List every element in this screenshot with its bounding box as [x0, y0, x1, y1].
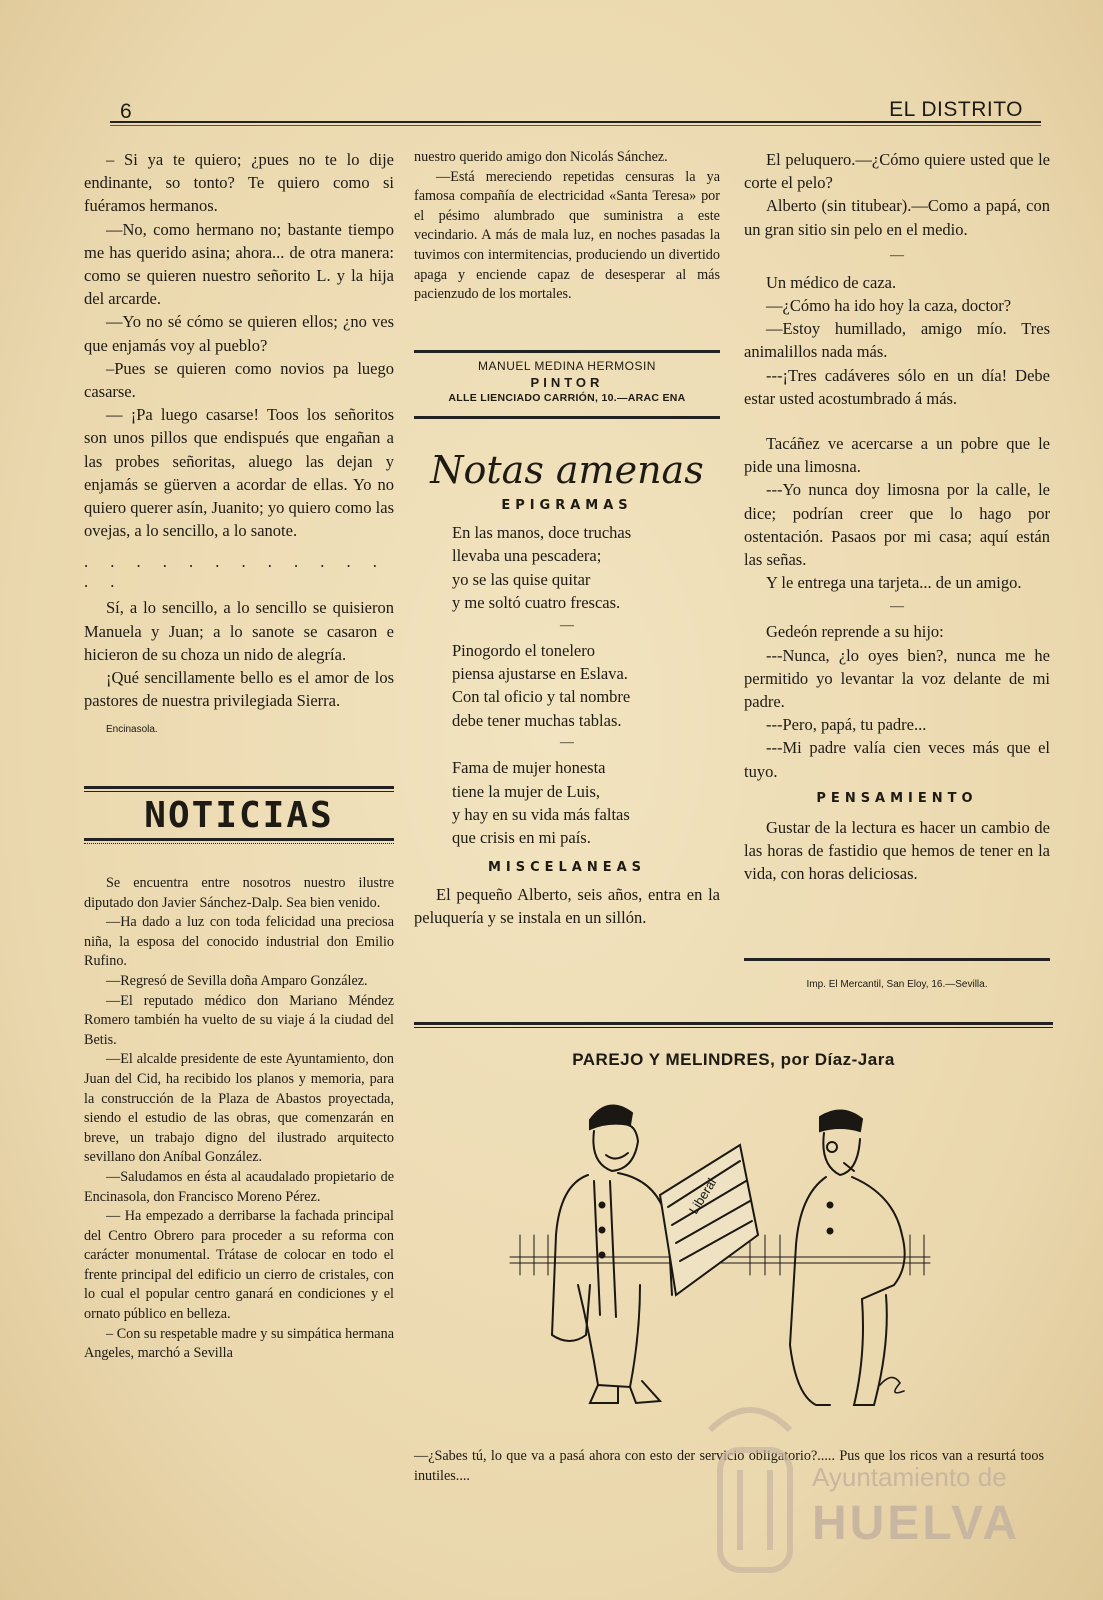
newspaper-title: EL DISTRITO — [889, 98, 1023, 121]
separator: — — [560, 735, 574, 751]
news-item: nuestro querido amigo don Nicolás Sánchez. — [414, 149, 668, 165]
miscelaneas-heading: MISCELANEAS — [487, 859, 647, 875]
verse-line: llevaba una pescadera; — [452, 546, 602, 566]
joke-line: El peluquero.—¿Cómo quiere usted que le corte el pelo? — [744, 150, 1050, 193]
joke-line: —¿Cómo ha ido hoy la caza, doctor? — [766, 296, 1012, 316]
news-item: —Saludamos en ésta al acaudalado propietario de Encinasola, don Francisco Moreno Pérez. — [84, 1168, 394, 1205]
joke-line: —Estoy humillado, amigo mío. Tres animalillos nada más. — [744, 319, 1050, 362]
rule — [84, 791, 394, 792]
verse-line: y hay en su vida más faltas — [452, 805, 630, 825]
verse-line: que crisis en mi país. — [452, 828, 591, 848]
joke-line: Tacáñez ve acercarse a un pobre que le pide una limosna. — [744, 434, 1050, 477]
ad-trade: PINTOR — [530, 375, 604, 390]
pensamiento-text: Gustar de la lectura es hacer un cambio de las horas de fastidio que hemos de tener en la vida, con horas deliciosas. — [744, 817, 1050, 884]
rule — [744, 958, 1050, 961]
noticias-list — [84, 874, 394, 1364]
noticias-header — [84, 786, 394, 844]
rule — [414, 1027, 1053, 1028]
news-item: Se encuentra entre nosotros nuestro ilustre diputado don Javier Sánchez-Dalp. Sea bien venido. — [84, 875, 394, 911]
joke-line: ---Yo nunca doy limosna por la calle, le dice; podrían creer que lo hago por ostentación. Pasaos por mi casa; aquí están las señas. — [744, 480, 1050, 570]
ad-name: MANUEL MEDINA HERMOSIN — [478, 359, 656, 373]
story-paragraph: Sí, a lo sencillo, a lo sencillo se quisieron Manuela y Juan; a lo sanote se casaron e hicieron de su choza un nido de alegría. — [84, 598, 394, 664]
cartoon-illustration — [490, 1085, 960, 1415]
story-paragraph: –Pues se quieren como novios pa luego casarse. — [84, 358, 394, 402]
notas-amenas-section — [414, 448, 720, 929]
verse-line: Pinogordo el tonelero — [452, 640, 595, 660]
rule — [84, 843, 394, 844]
joke-line: ---¡Tres cadáveres sólo en un día! Debe estar usted acostumbrado á más. — [744, 365, 1050, 408]
cartoon-caption: —¿Sabes tú, lo que va a pasá ahora con esto der servicio obligatorio?..... Pus que los ricos van a resurtá toos inutiles.... — [414, 1448, 1044, 1484]
verse-line: piensa ajustarse en Eslava. — [452, 664, 628, 684]
separator: — — [560, 617, 574, 633]
column-right — [744, 148, 1050, 885]
news-item: —Está mereciendo repetidas censuras la ya famosa compañía de electricidad «Santa Teresa» por el pésimo alumbrado que suministra a este vecindario. A más de mala luz, en noches pasadas la tuvimos con intermitencias, produciendo un divertido apaga y enciende capaz de desesperar al más pacienzudo de los mortales. — [414, 168, 720, 303]
imprint-block — [744, 958, 1050, 990]
verse-line: En las manos, doce truchas — [452, 523, 632, 542]
misc-paragraph: El pequeño Alberto, seis años, entra en la peluquería y se instala en un sillón. — [414, 884, 720, 928]
epigram — [414, 521, 720, 615]
separator: — — [890, 599, 904, 615]
cartoon-rule — [414, 1022, 1053, 1028]
dotted-separator: . . . . . . . . . . . . . . — [84, 552, 386, 592]
joke-line: ---Mi padre valía cien veces más que el tuyo. — [744, 738, 1050, 781]
column-story — [84, 148, 394, 735]
rule — [414, 1022, 1053, 1025]
joke-line: Y le entrega una tarjeta... de un amigo. — [766, 573, 1022, 593]
news-item: —Regresó de Sevilla doña Amparo González. — [106, 972, 368, 989]
joke-line: ---Pero, papá, tu padre... — [766, 715, 927, 735]
epigram — [414, 639, 720, 733]
news-item: —Ha dado a luz con toda felicidad una preciosa niña, la esposa del conocido industrial don Emilio Rufino. — [84, 914, 394, 970]
pensamiento-heading: PENSAMIENTO — [816, 790, 978, 806]
verse-line: debe tener muchas tablas. — [452, 710, 622, 730]
news-item: – Con su respetable madre y su simpática hermana Angeles, marchó a Sevilla — [84, 1325, 394, 1362]
news-item: —El alcalde presidente de este Ayuntamiento, don Juan del Cid, ha recibido los planos y memoria, para la construcción de la Plaza de Abastos proyectada, siendo el estudio de las obras, que comenzarán en breve, un trabajo digno del ilustrado arquitecto sevillano don Aníbal González. — [84, 1051, 394, 1166]
rule — [414, 350, 720, 353]
epigramas-heading: EPIGRAMAS — [501, 498, 633, 513]
joke-line: Alberto (sin titubear).—Como a papá, con un gran sitio sin pelo en el medio. — [744, 196, 1050, 239]
rule — [414, 416, 720, 419]
news-item: — Ha empezado a derribarse la fachada principal del Centro Obrero para proceder a su reforma con carácter monumental. Trátase de colocar en todo el frente principal del edificio un cierro de cristales, con lo cual el popular centro ganará en condiciones y el ornato público en belleza. — [84, 1208, 394, 1323]
verse-line: Con tal oficio y tal nombre — [452, 687, 631, 707]
joke-line: ---Nunca, ¿lo oyes bien?, nunca me he permitido yo levantar la voz delante de mi padre. — [744, 645, 1050, 712]
header-rule — [110, 121, 1041, 123]
verse-line: tiene la mujer de Luis, — [452, 781, 600, 801]
rule — [84, 838, 394, 841]
ad-address: ALLE LIENCIADO CARRIÓN, 10.—ARAC ENA — [448, 392, 686, 404]
story-signature: Encinasola. — [106, 724, 158, 736]
imprint: Imp. El Mercantil, San Eloy, 16.—Sevilla. — [806, 979, 988, 990]
verse-line: y me soltó cuatro frescas. — [452, 593, 621, 613]
notas-title: Notas amenas — [430, 448, 704, 492]
noticias-title: NOTICIAS — [144, 795, 334, 836]
story-paragraph: ¡Qué sencillamente bello es el amor de los pastores de nuestra privilegiada Sierra. — [84, 668, 394, 711]
cartoon-title: PAREJO Y MELINDRES, por Díaz-Jara — [572, 1050, 895, 1069]
joke-line: Gedeón reprende a su hijo: — [766, 622, 944, 642]
cartoon-newspaper-label: Liberal — [685, 1175, 720, 1217]
news-item: —El reputado médico don Mariano Méndez Romero también ha vuelto de su viaje á la ciudad del Betis. — [84, 992, 394, 1048]
story-paragraph: — ¡Pa luego casarse! Toos los señoritos son unos pillos que endispués que engañan a las probes señoritas, aluego las dejan y enjamás se güerven a acordar de ellas. Yo no quiero querer asín, Juanito; yo quiero como las ovejas, a lo sencillo, a lo sanote. — [84, 405, 394, 541]
advertisement — [414, 350, 720, 419]
story-paragraph: – Si ya te quiero; ¿pues no te lo dije endinante, so tonto? Te quiero como si fuéramos hermanos. — [84, 150, 394, 216]
verse-line: Fama de mujer honesta — [452, 758, 606, 778]
watermark-line2: HUELVA — [812, 1497, 1021, 1550]
story-paragraph: —No, como hermano no; bastante tiempo me has querido asina; ahora... de otra manera: como se quieren nuestro señorito L. y la hija del arcarde. — [84, 219, 394, 309]
separator: — — [890, 247, 904, 263]
epigram — [414, 756, 720, 850]
verse-line: yo se las quise quitar — [452, 569, 591, 589]
spacer — [744, 410, 1050, 432]
column-middle — [414, 148, 720, 305]
joke-line: Un médico de caza. — [766, 272, 897, 292]
watermark-line1: Ayuntamiento de — [812, 1462, 1007, 1492]
page-number: 6 — [120, 100, 132, 123]
rule — [84, 786, 394, 789]
header-rule-secondary — [110, 125, 1041, 126]
story-paragraph: —Yo no sé cómo se quieren ellos; ¿no ves que enjamás voy al pueblo? — [84, 312, 394, 355]
